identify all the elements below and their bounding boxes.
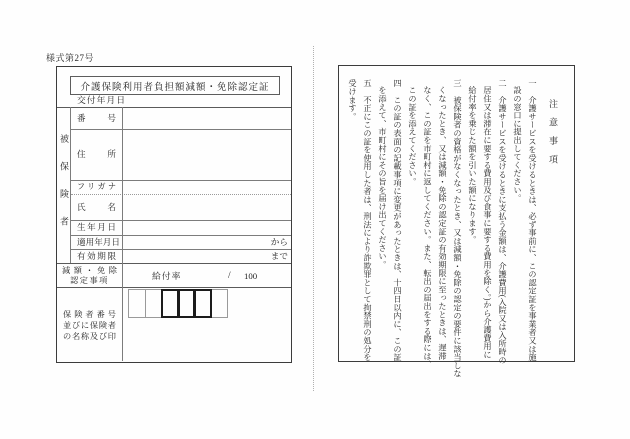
note-line: くなったとき、又は減額・免除の認定証の有効期限に至ったときは、遅滞 xyxy=(438,86,447,360)
fraction-slash: / xyxy=(228,271,231,281)
notes-page xyxy=(338,65,575,378)
digit-box xyxy=(128,289,146,318)
furigana-value-cell xyxy=(123,180,291,194)
address-value-cell xyxy=(123,129,291,180)
insurer-label-line1: 保険者番号 xyxy=(63,309,116,319)
address-label: 住所 xyxy=(77,149,116,159)
reduction-label-line1: 減額・免除 xyxy=(62,265,117,275)
certificate-title: 介護保険利用者負担額減額・免除認定証 xyxy=(80,82,270,93)
application-date-suffix: から xyxy=(270,237,288,247)
name-label: 氏名 xyxy=(77,202,116,212)
benefit-rate-label: 給付率 xyxy=(152,271,182,281)
certificate-title-box xyxy=(70,76,280,95)
reduction-label-line2: 認定事項 xyxy=(70,276,109,285)
note-line: 五 不正にこの証を使用した者は、刑法により詐欺罪として拘禁刑の処分を xyxy=(363,79,372,362)
digit-box xyxy=(178,289,196,318)
furigana-label: フリガナ xyxy=(77,182,116,191)
insurer-label-line3: の名称及び印 xyxy=(63,331,116,341)
note-line: 受けます。 xyxy=(348,79,357,121)
note-line: この証を添えてください。 xyxy=(408,86,417,186)
number-label: 番号 xyxy=(77,113,116,123)
insurer-label-line2: 並びに保険者 xyxy=(63,320,116,330)
note-line: 四 この証の表面の記載事項に変更があったときは、十四日以内に、この証 xyxy=(393,79,402,362)
certificate-page xyxy=(56,66,292,363)
note-line: 居住又は滞在に要する費用及び食事に要する費用を除く。)から介護費用に xyxy=(483,86,492,359)
fraction-denominator: 100 xyxy=(244,271,258,281)
note-line: 設の窓口に提出してください。 xyxy=(513,86,522,203)
digit-box xyxy=(161,289,179,318)
insurer-number-boxes xyxy=(128,289,228,318)
form-number-label: 様式第27号 xyxy=(46,53,95,63)
name-value-cell xyxy=(123,194,291,220)
note-line: なく、この証を市町村に返してください。また、転出の届出をする際には、 xyxy=(423,86,432,369)
number-value-cell xyxy=(123,107,291,129)
notes-text-block xyxy=(339,66,574,378)
digit-box xyxy=(194,289,212,318)
birthdate-value-cell xyxy=(123,220,291,235)
note-line: 給付率を乗じた額を引いた額になります。 xyxy=(468,86,477,244)
note-line: 三 被保険者の資格がなくなったとき、又は減額・免除の認定の要件に該当しな xyxy=(453,79,462,378)
expiry-label: 有効期限 xyxy=(77,251,116,261)
application-date-label: 適用年月日 xyxy=(77,237,120,247)
note-line: 二 介護サービスを受けるときに支払う金額は、介護費用(入院又は入所時の xyxy=(498,79,507,365)
note-line: 一 介護サービスを受けるときは、必ず事前に、この認定証を事業者又は施 xyxy=(528,79,537,362)
page-fold-divider xyxy=(313,46,314,391)
notes-title: 注意事項 xyxy=(548,99,558,173)
birthdate-label: 生年月日 xyxy=(77,222,116,232)
note-line: を添えて、市町村にその旨を届け出てください。 xyxy=(378,86,387,269)
expiry-suffix: まで xyxy=(270,251,288,261)
reduction-certification-label xyxy=(57,264,122,288)
issue-date-label: 交付年月日 xyxy=(77,95,126,105)
digit-box xyxy=(145,289,163,318)
digit-box xyxy=(211,289,229,318)
insurer-name-label xyxy=(57,288,122,362)
insured-person-label: 被保険者 xyxy=(59,134,69,244)
